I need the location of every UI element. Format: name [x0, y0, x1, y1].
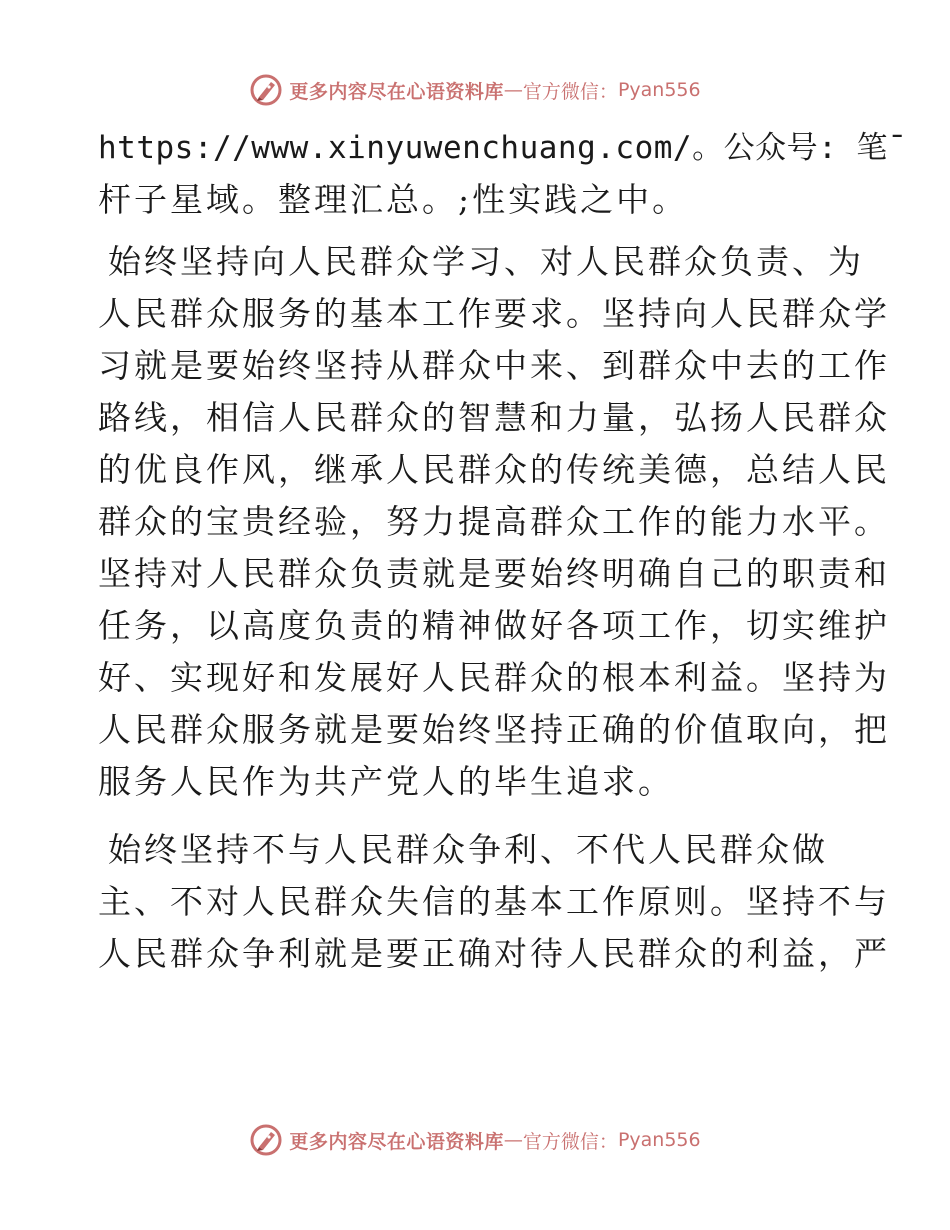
banner-wechat-label: 官方微信：: [522, 1130, 618, 1153]
text-line: 主、不对人民群众失信的基本工作原则。坚持不与: [98, 882, 890, 921]
document-body: [98, 122, 908, 980]
header-banner: [0, 70, 950, 110]
banner-main-text: 更多内容尽在心语资料库: [289, 80, 504, 103]
text-line: 群众的宝贵经验，努力提高群众工作的能力水平。: [98, 502, 890, 541]
text-line: 坚持对人民群众负责就是要始终明确自己的职责和: [98, 554, 890, 593]
banner-wechat-id: Pyan556: [617, 79, 701, 101]
banner-main-text: 更多内容尽在心语资料库: [289, 1130, 504, 1153]
footer-banner: [0, 1120, 950, 1160]
text-line: 任务，以高度负责的精神做好各项工作，切实维护: [98, 606, 890, 645]
text-line: https://www.xinyuwenchuang.com/。公众号: 笔¯: [98, 130, 908, 166]
text-line: 路线，相信人民群众的智慧和力量，弘扬人民群众: [98, 398, 890, 437]
text-line: 人民群众服务就是要始终坚持正确的价值取向，把: [98, 710, 890, 749]
text-line: 人民群众争利就是要正确对待人民群众的利益，严: [98, 934, 890, 973]
text-line: 好、实现好和发展好人民群众的根本利益。坚持为: [98, 658, 890, 697]
paragraph-intro: [98, 122, 908, 226]
banner-wechat-label: 官方微信：: [522, 80, 618, 103]
text-line: 人民群众服务的基本工作要求。坚持向人民群众学: [98, 294, 890, 333]
text-line: 习就是要始终坚持从群众中来、到群众中去的工作: [98, 346, 890, 385]
banner-wechat-id: Pyan556: [617, 1129, 701, 1151]
text-line: 始终坚持不与人民群众争利、不代人民群众做: [108, 830, 828, 869]
paragraph-work-principles: [98, 824, 890, 980]
banner-dash: —: [503, 79, 523, 101]
pen-nib-logo-icon: [249, 1123, 283, 1157]
banner-dash: —: [503, 1129, 523, 1151]
text-line: 的优良作风，继承人民群众的传统美德，总结人民: [98, 450, 890, 489]
text-line: 始终坚持向人民群众学习、对人民群众负责、为: [108, 242, 864, 281]
paragraph-work-requirements: [98, 236, 890, 808]
pen-nib-logo-icon: [249, 73, 283, 107]
text-line: 服务人民作为共产党人的毕生追求。: [98, 762, 674, 801]
text-line: 杆子星域。整理汇总。;性实践之中。: [98, 180, 689, 219]
